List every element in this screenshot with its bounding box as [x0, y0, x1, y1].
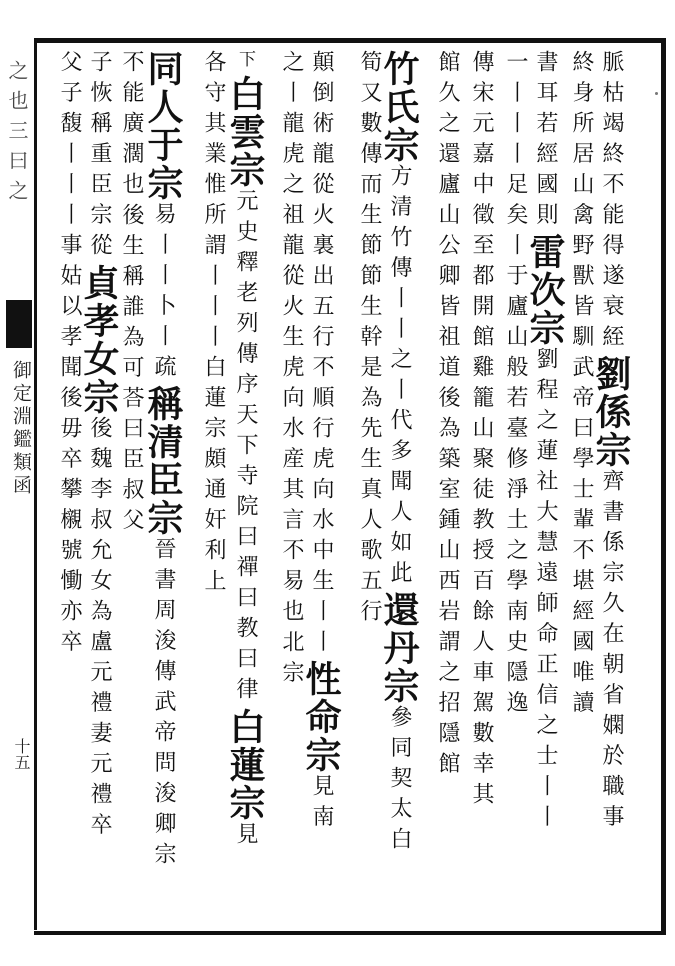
text-column: [300, 50, 342, 920]
body-text: 事姑以孝聞後毋卒攀櫬號慟亦卒: [57, 233, 82, 660]
body-text: 丨于廬山般若臺修淨土之學南史隱逸: [503, 233, 528, 721]
entry-heading: 還丹宗: [378, 591, 420, 705]
body-text: 見南: [309, 774, 334, 835]
text-column: [432, 50, 462, 920]
body-text: 易丨丨卜丨疏: [151, 202, 176, 385]
body-text: 各守其業惟所謂丨丨丨白蓮宗頗通奸利: [201, 50, 226, 569]
body-text: 後生稱誰為可荅曰臣叔父: [119, 202, 144, 538]
text-column: [378, 50, 420, 920]
entry-heading: 雷次宗: [524, 233, 566, 347]
entry-heading: 稱清臣宗: [142, 385, 184, 537]
text-column: [524, 50, 566, 920]
entry-heading: 竹氏宗: [378, 50, 420, 164]
text-column: [78, 50, 120, 920]
text-column: [54, 50, 84, 920]
body-text: 真人歌五行: [357, 477, 382, 630]
body-text: 不能廣濶也: [119, 50, 144, 203]
fish-tail-mark: [6, 300, 32, 348]
body-text: 脈枯竭終不能得遂衰絰: [599, 50, 624, 355]
margin-fragment: [4, 60, 30, 310]
body-text: 書耳若經國則: [533, 50, 558, 233]
text-column: [500, 50, 530, 920]
entry-heading: 性命宗: [300, 660, 342, 774]
body-text: 方清竹傳丨丨之丨代多聞人如此: [387, 164, 412, 591]
text-column: [116, 50, 146, 920]
body-text: 子恢稱重臣宗從: [87, 50, 112, 264]
page-number: 十五: [12, 738, 31, 770]
body-text: 父子馥丨丨丨: [57, 50, 82, 233]
body-text: 見: [233, 821, 258, 852]
body-text: 後魏李叔允女為盧元禮妻元禮卒: [87, 415, 112, 843]
text-column: [466, 50, 496, 920]
entry-heading: 白蓮宗: [224, 707, 266, 822]
text-column: [590, 50, 632, 920]
entry-heading: 白雲宗: [224, 75, 266, 189]
entry-heading: 劉係宗: [590, 355, 632, 469]
entry-heading: 同人于宗: [142, 50, 184, 202]
text-column: [566, 50, 596, 920]
entry-heading: 貞孝女宗: [78, 263, 120, 416]
body-text: 館久之還廬山公卿皆祖道後為築室鍾山西岩謂之招隱館: [435, 50, 460, 782]
book-title: 御定淵鑑類函: [10, 360, 32, 498]
body-text: 北宗: [279, 629, 304, 691]
text-column: [142, 50, 184, 920]
body-text: 元史釋老列傳序天下寺院曰禪曰教曰律: [233, 189, 258, 708]
text-column: [276, 50, 306, 920]
body-text: 參同契太白: [387, 705, 412, 858]
body-text: 齊書係宗久在朝省嫻於職事: [599, 469, 624, 835]
body-text: 上: [201, 568, 226, 599]
body-text: 之丨龍虎之祖龍從火生虎向水産其言不易也: [279, 50, 304, 630]
text-column: [224, 50, 266, 920]
body-text: 顛倒術龍從火裏出五行不順行虎向水中生丨丨: [309, 50, 334, 660]
text-column: [198, 50, 228, 920]
body-text: 終身所居山禽野獸皆馴: [569, 50, 594, 355]
body-text: 傳宋元嘉中徵至都開館雞籠山聚徒教授百餘人車駕數幸其: [469, 50, 494, 813]
body-text: 筍又數傳而生節節生幹是為先生: [357, 50, 382, 477]
small-note: 下: [235, 50, 255, 75]
ink-speck: [655, 92, 658, 95]
text-column: [354, 50, 384, 920]
body-text: 晉書周浚傳武帝問浚卿宗: [151, 537, 176, 873]
body-text: 一丨丨丨足矣: [503, 50, 528, 233]
margin-fragment-text: 之也三曰之: [5, 60, 29, 210]
body-text: 武帝曰學士輩不堪經國唯讀: [569, 355, 594, 721]
body-text: 劉程之蓮社大慧遠師命正信之士丨丨: [533, 347, 558, 835]
